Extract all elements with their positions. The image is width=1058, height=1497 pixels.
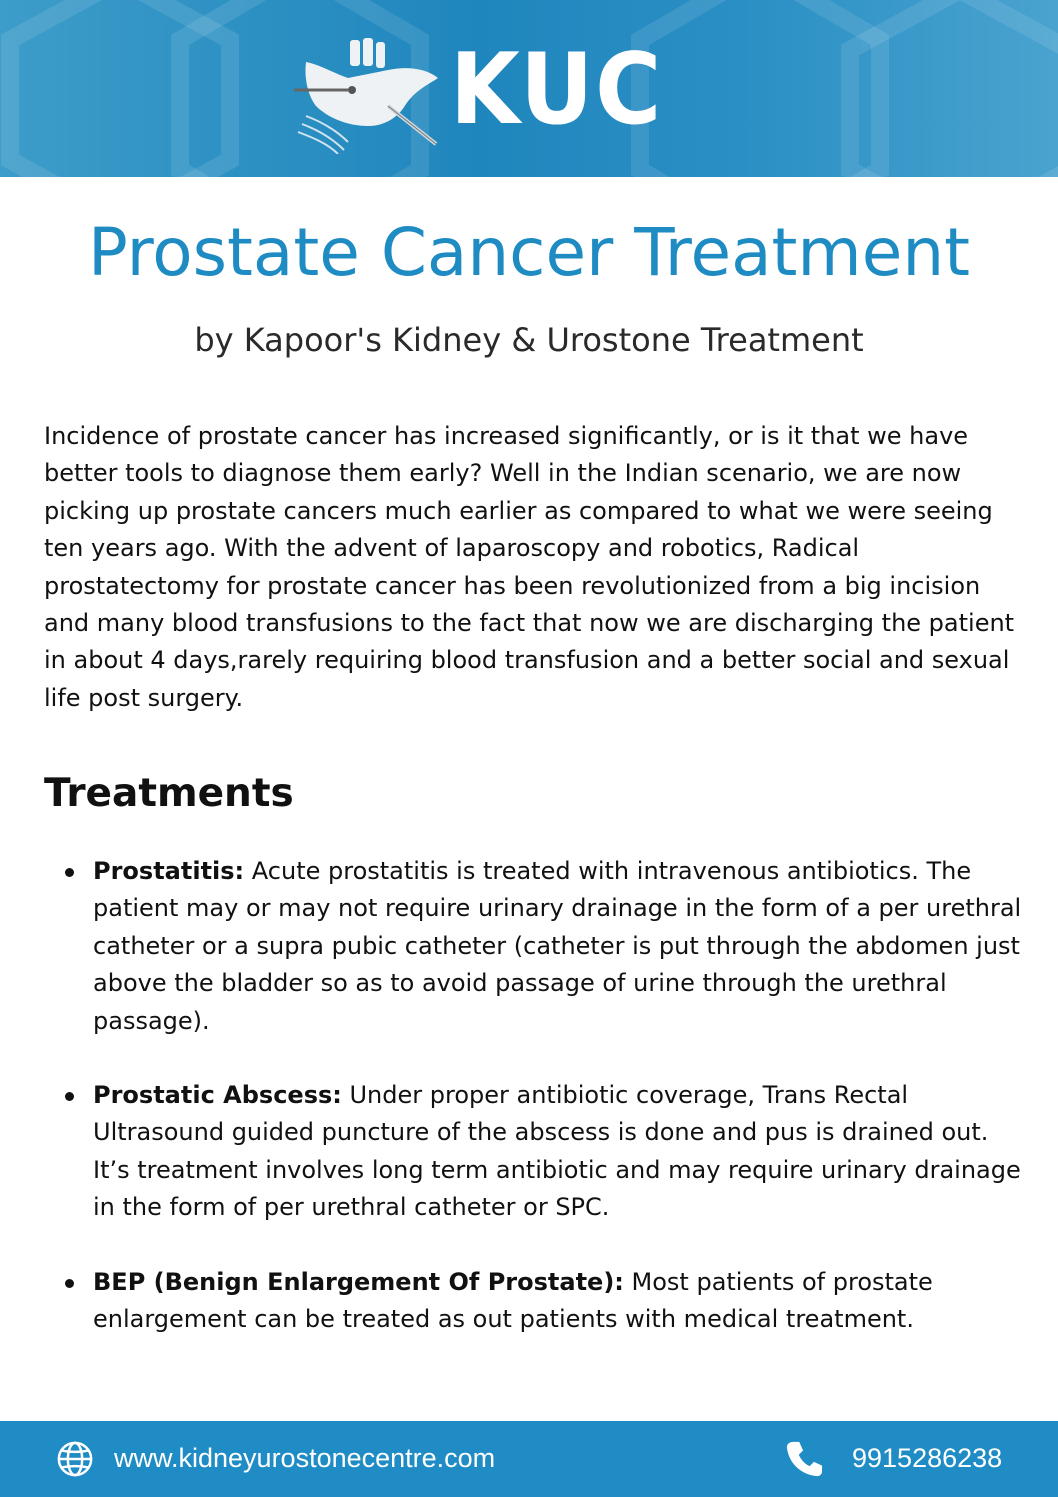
bullet-icon	[65, 1092, 74, 1101]
kuc-logo	[288, 34, 708, 154]
kuc-logo-icon	[288, 34, 448, 154]
globe-icon	[56, 1440, 94, 1478]
website-link[interactable]: www.kidneyurostonecentre.com	[114, 1443, 496, 1473]
bullet-icon	[65, 868, 74, 877]
treatment-term: Prostatitis:	[93, 857, 245, 885]
list-item	[40, 1077, 1025, 1227]
header-banner	[0, 0, 1058, 177]
phone-number-link[interactable]: 9915286238	[852, 1443, 1003, 1473]
treatments-list	[40, 853, 1025, 1375]
treatment-description: Most patients of prostate enlargement can be treated as out patients with medical treatment.	[93, 1267, 933, 1334]
treatments-heading: Treatments	[44, 771, 294, 816]
bullet-icon	[65, 1279, 74, 1288]
footer-bar	[0, 1421, 1058, 1497]
page-subtitle: by Kapoor's Kidney & Urostone Treatment	[194, 321, 864, 359]
phone-icon	[785, 1439, 823, 1479]
list-item	[40, 1264, 1025, 1339]
intro-paragraph: Incidence of prostate cancer has increased significantly, or is it that we have better tools to diagnose them early? Well in the Indian scenario, we are now picking up prostate cancers much earlier as compared to what we were seeing ten years ago. With the advent of laparoscopy and robotics, Radical prostatectomy for prostate cancer has been revolutionized from a big incision and many blood transfusions to the fact that now we are discharging the patient in about 4 days,rarely requiring blood transfusion and a better social and sexual life post surgery.	[44, 422, 1015, 712]
page-title: Prostate Cancer Treatment	[87, 214, 971, 291]
treatment-description: Acute prostatitis is treated with intravenous antibiotics. The patient may or may not require urinary drainage in the form of a per urethral catheter or a supra pubic catheter (catheter is put through the abdomen just above the bladder so as to avoid passage of urine through the urethral passage).	[93, 857, 1022, 1035]
treatment-term: BEP (Benign Enlargement Of Prostate):	[93, 1267, 624, 1296]
list-item	[40, 853, 1025, 1040]
treatment-term: Prostatic Abscess:	[93, 1081, 342, 1110]
logo-wordmark: KUC	[450, 33, 664, 147]
treatment-description: Under proper antibiotic coverage, Trans Rectal Ultrasound guided puncture of the abscess is done and pus is drained out. It’s treatment involves long term antibiotic and may require urinary drainage in the form of per urethral catheter or SPC.	[93, 1081, 1021, 1222]
